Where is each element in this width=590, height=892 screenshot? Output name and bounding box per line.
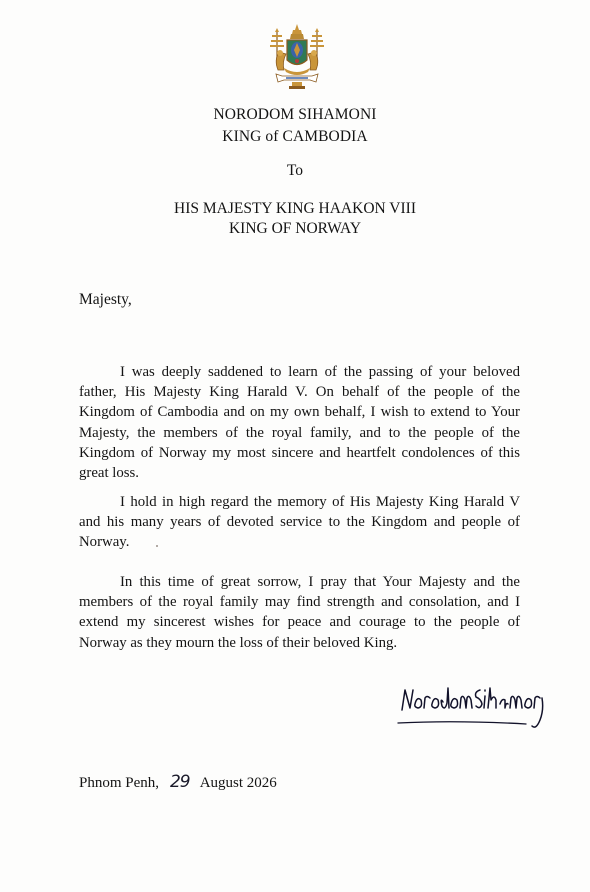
to-label: To [286, 162, 304, 179]
closing-place: Phnom Penh, [79, 775, 160, 791]
salutation: Majesty, [79, 291, 132, 308]
closing-day-handwritten: 29 [169, 772, 190, 792]
body-paragraph: I hold in high regard the memory of His Majesty King Harald V and his many years of devoted service to the Kingdom and people of Norway. [79, 494, 520, 551]
recipient-block [0, 199, 590, 239]
paper-speck [156, 545, 158, 547]
recipient-name: HIS MAJESTY KING HAAKON VIII [174, 200, 416, 217]
recipient-title: KING OF NORWAY [228, 220, 362, 237]
sender-block [0, 104, 590, 148]
sender-title: KING of CAMBODIA [222, 128, 368, 145]
royal-arms-of-cambodia-icon [262, 22, 332, 92]
closing-date-line [79, 771, 277, 794]
closing-month-year: August 2026 [199, 775, 277, 791]
body-paragraph: In this time of great sorrow, I pray that Your Majesty and the members of the royal family may find strength and consolation, and I extend my sincerest wishes for peace and courage to the people of Norway as they mourn the loss of their beloved King. [79, 574, 520, 651]
sender-name: NORODOM SIHAMONI [213, 106, 377, 123]
body-paragraph: I was deeply saddened to learn of the passing of your beloved father, His Majesty King Harald V. On behalf of the people of the Kingdom of Cambodia and on my own behalf, I wish to extend to Your Majesty, the members of the royal family, and to the people of the Kingdom of Norway my most sincere and heartfelt condolences of this great loss. [79, 364, 520, 482]
handwritten-signature [396, 680, 546, 734]
